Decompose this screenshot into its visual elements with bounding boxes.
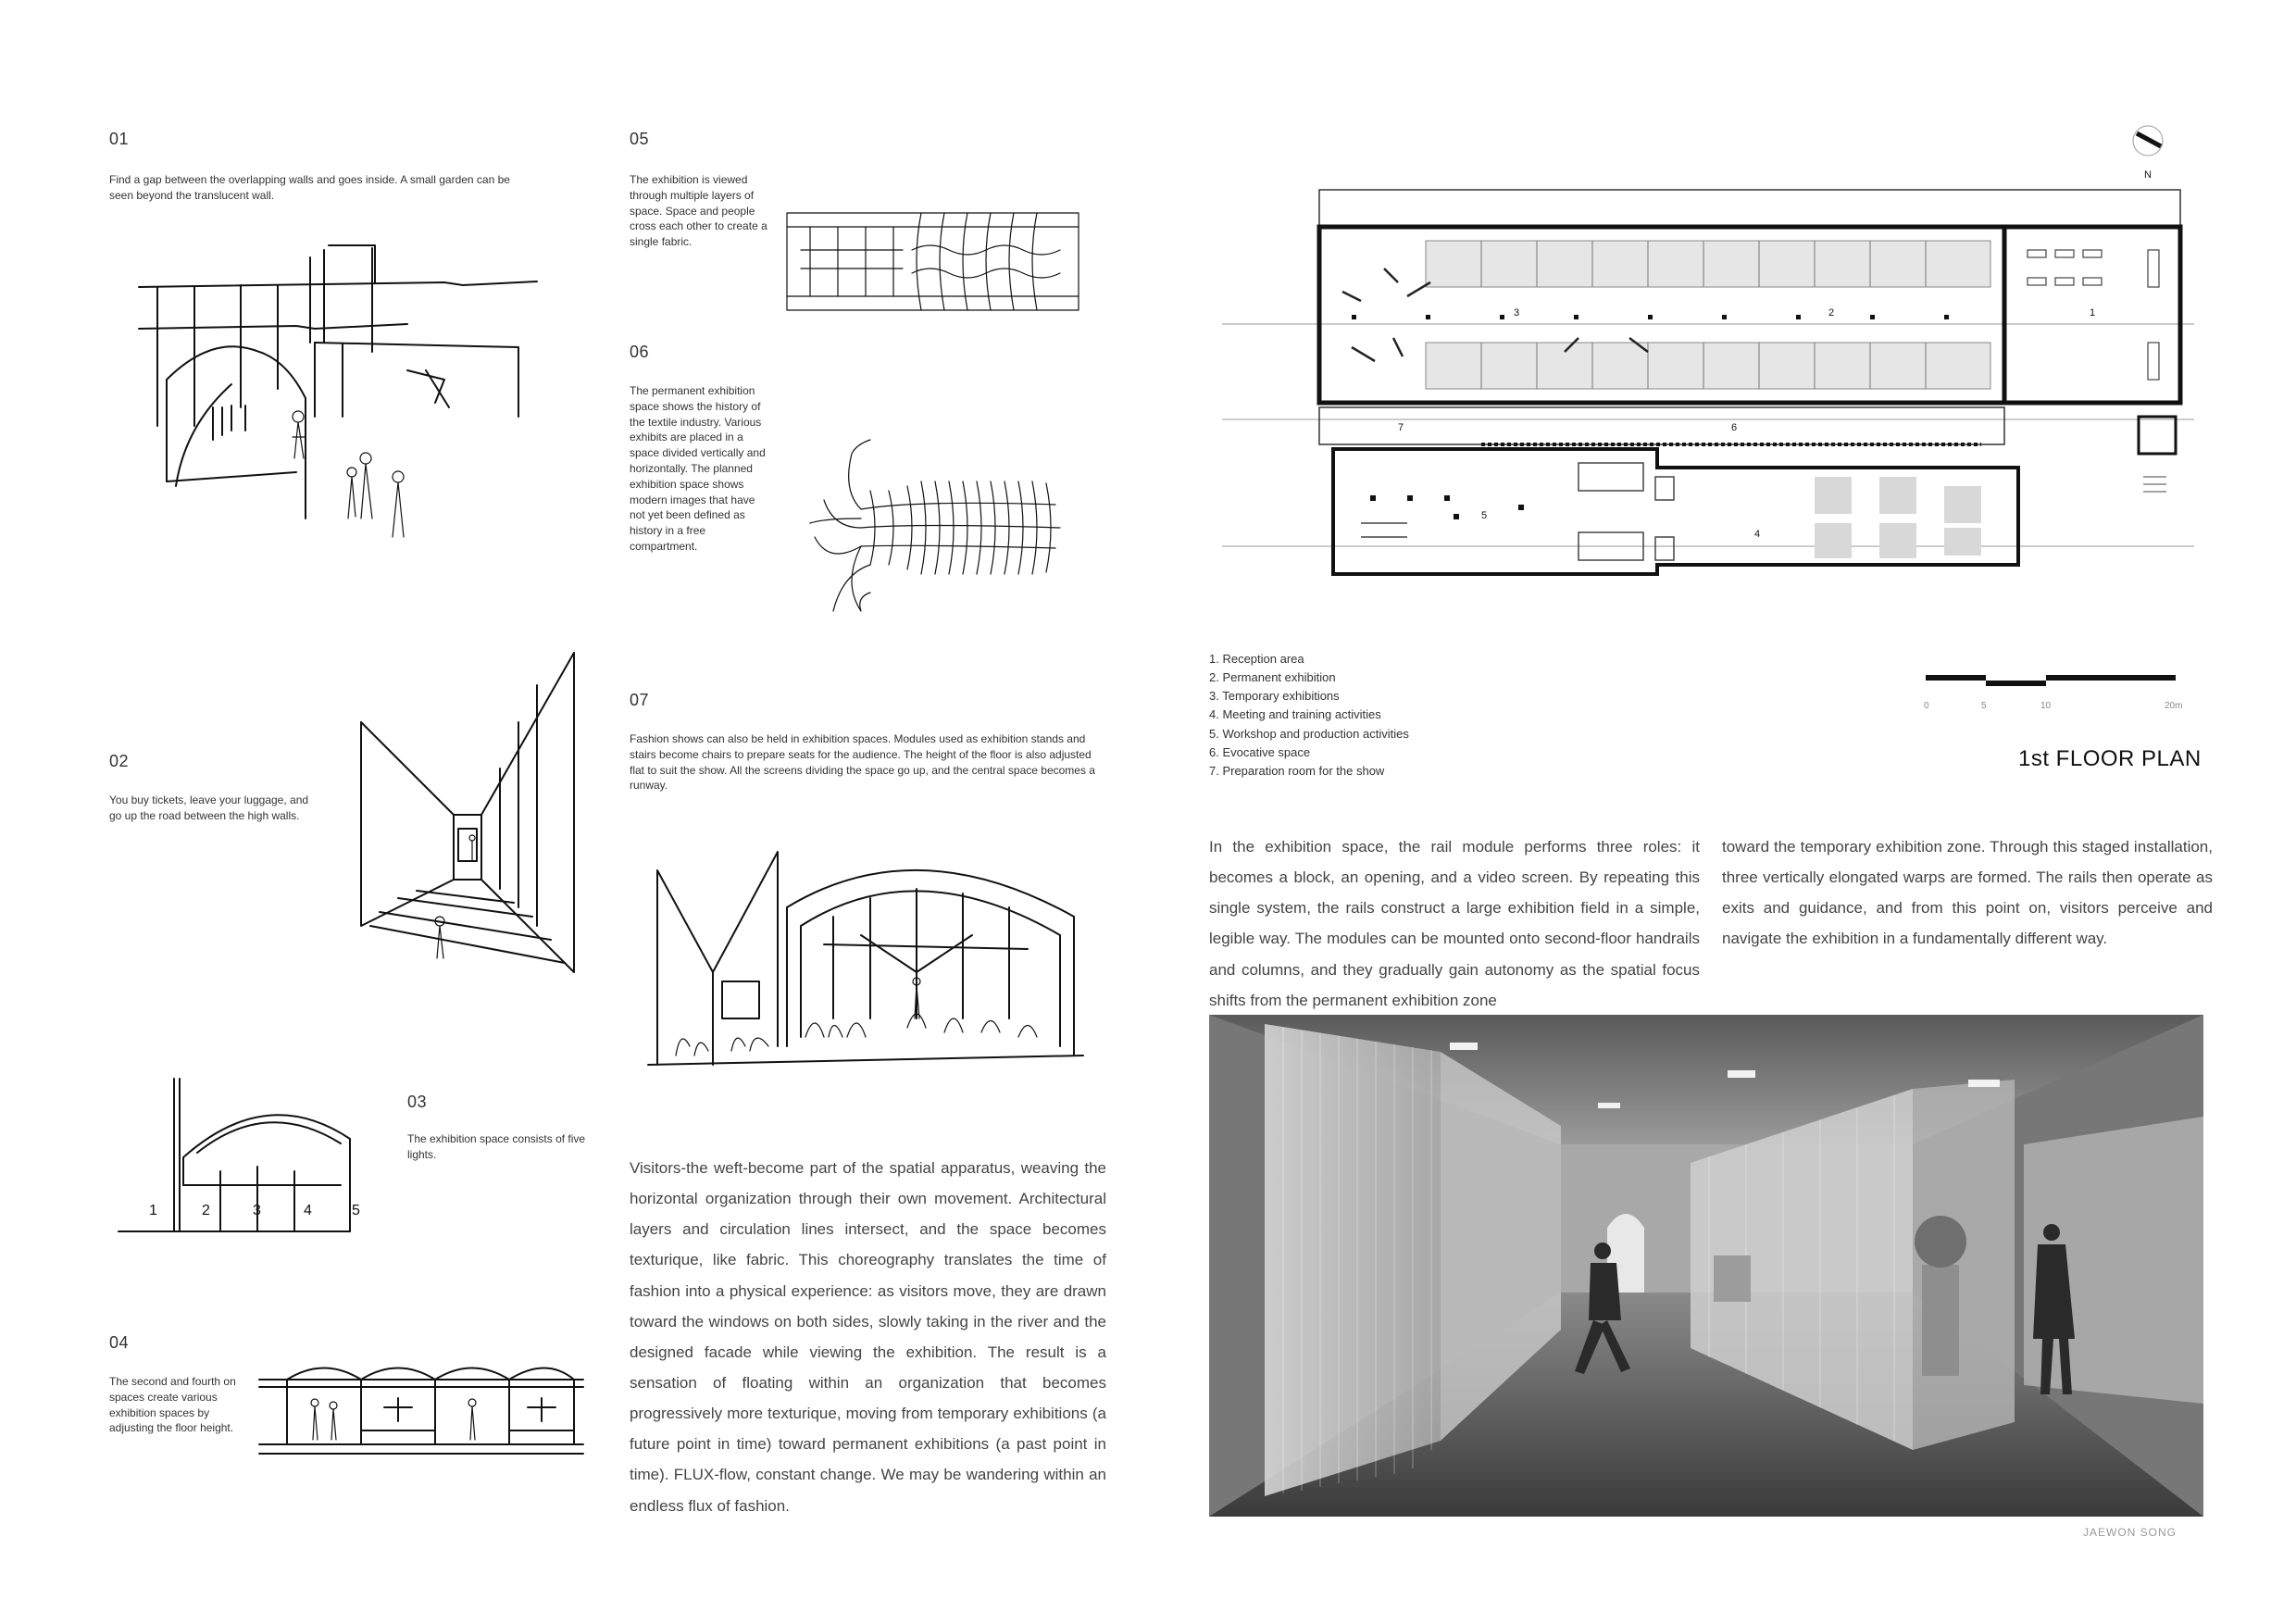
plan-title: 1st FLOOR PLAN [2018, 746, 2202, 771]
north-label: N [2144, 169, 2152, 181]
room-number-2: 2 [1828, 307, 1835, 319]
section-number-04: 04 [109, 1333, 130, 1352]
sketch-high-walls-corridor [352, 648, 593, 981]
section-number-07: 07 [630, 691, 650, 709]
legend-item: 7. Preparation room for the show [1209, 763, 1385, 778]
section-number-03: 03 [407, 1093, 428, 1111]
first-floor-plan-drawing [1213, 181, 2213, 606]
section-text-04: The second and fourth on spaces create various exhibition spaces by adjusting the floor height. [109, 1375, 236, 1435]
sketch-floor-height-section [250, 1343, 593, 1472]
sketch-fashion-show-runway [639, 833, 1102, 1074]
legend-item: 3. Temporary exhibitions [1209, 689, 1340, 704]
section-text-03: The exhibition space consists of five lights. [407, 1132, 586, 1161]
exhibition-rendering [1209, 1015, 2203, 1517]
legend-item: 4. Meeting and training activities [1209, 707, 1381, 722]
scale-label-0: 0 [1924, 701, 1929, 711]
legend-item: 5. Workshop and production activities [1209, 726, 1409, 741]
room-number-3: 3 [1514, 307, 1520, 319]
scale-bar [1926, 671, 2203, 718]
room-number-5: 5 [1481, 510, 1488, 521]
scale-label-5: 5 [1981, 701, 1987, 711]
room-number-7: 7 [1398, 422, 1404, 433]
section-number-06: 06 [630, 343, 650, 361]
section-text-06: The permanent exhibition space shows the history of the textile industry. Various exhibits are placed in a space divided vertically and horizontally. The planned exhibition space shows modern images that have not yet been defined as history in a free compartment. [630, 384, 766, 553]
scale-label-10: 10 [2040, 701, 2052, 711]
section-text-05: The exhibition is viewed through multiple layers of space. Space and people cross each other to create a single fabric. [630, 173, 767, 249]
section-label-5: 5 [352, 1203, 360, 1218]
section-text-02: You buy tickets, leave your luggage, and go up the road between the high walls. [109, 793, 309, 822]
room-number-6: 6 [1731, 422, 1738, 433]
section-label-1: 1 [149, 1203, 157, 1218]
section-label-3: 3 [253, 1203, 261, 1218]
sketch-fabric-layers [782, 194, 1088, 324]
rail-module-text-right: toward the temporary exhibition zone. Through this staged installation, three vertically elongated warps are formed. The rails then operate as exits and guidance, and from this point on, visitors perceive and navigate the exhibition in a fundamentally different way. [1722, 838, 2213, 948]
section-number-05: 05 [630, 130, 650, 148]
rail-module-text-left: In the exhibition space, the rail module performs three roles: it becomes a block, an opening, and a video screen. By repeating this single system, the rails construct a large exhibition field in a simple, legible way. The modules can be mounted onto second-floor handrails and columns, and they gradually gain autonomy as the spatial focus shifts from the permanent exhibition zone [1209, 838, 1700, 1009]
legend-item: 2. Permanent exhibition [1209, 670, 1336, 685]
section-label-2: 2 [202, 1203, 210, 1218]
sketch-woven-threads [805, 435, 1074, 620]
section-text-07: Fashion shows can also be held in exhibition spaces. Modules used as exhibition stands and stairs become chairs to prepare seats for the audience. The height of the floor is also adjusted flat to suit the show. All the screens dividing the space go up, and the central space becomes a runway. [630, 732, 1095, 793]
section-label-4: 4 [304, 1203, 312, 1218]
north-arrow [2120, 120, 2176, 185]
sketch-section-five-lights [109, 1074, 406, 1241]
legend-item: 6. Evocative space [1209, 744, 1311, 759]
section-number-01: 01 [109, 130, 130, 148]
section-number-02: 02 [109, 752, 130, 770]
section-text-01: Find a gap between the overlapping walls and goes inside. A small garden can be seen beyond the translucent wall. [109, 173, 510, 202]
room-number-4: 4 [1754, 529, 1761, 540]
sketch-entrance-walls [130, 241, 555, 556]
room-number-1: 1 [2090, 307, 2096, 319]
legend-item: 1. Reception area [1209, 652, 1304, 666]
scale-label-20m: 20m [2165, 701, 2183, 711]
plan-legend [1209, 650, 1409, 781]
author-credit: JAEWON SONG [2083, 1526, 2177, 1539]
main-description: Visitors-the weft-become part of the spatial apparatus, weaving the horizontal organization through their own movement. Architectural layers and circulation lines intersect, and the space becomes texturique, like fabric. This choreography translates the time of fashion into a physical experience: as visitors move, they are drawn toward the windows on both sides, slowly taking in the river and the designed facade while viewing the exhibition. The result is a sensation of floating within an organization that becomes progressively more texturique, moving from temporary exhibitions (a future point in time) toward permanent exhibitions (a past point in time). FLUX-flow, constant change. We may be wandering within an endless flux of fashion. [630, 1159, 1106, 1515]
